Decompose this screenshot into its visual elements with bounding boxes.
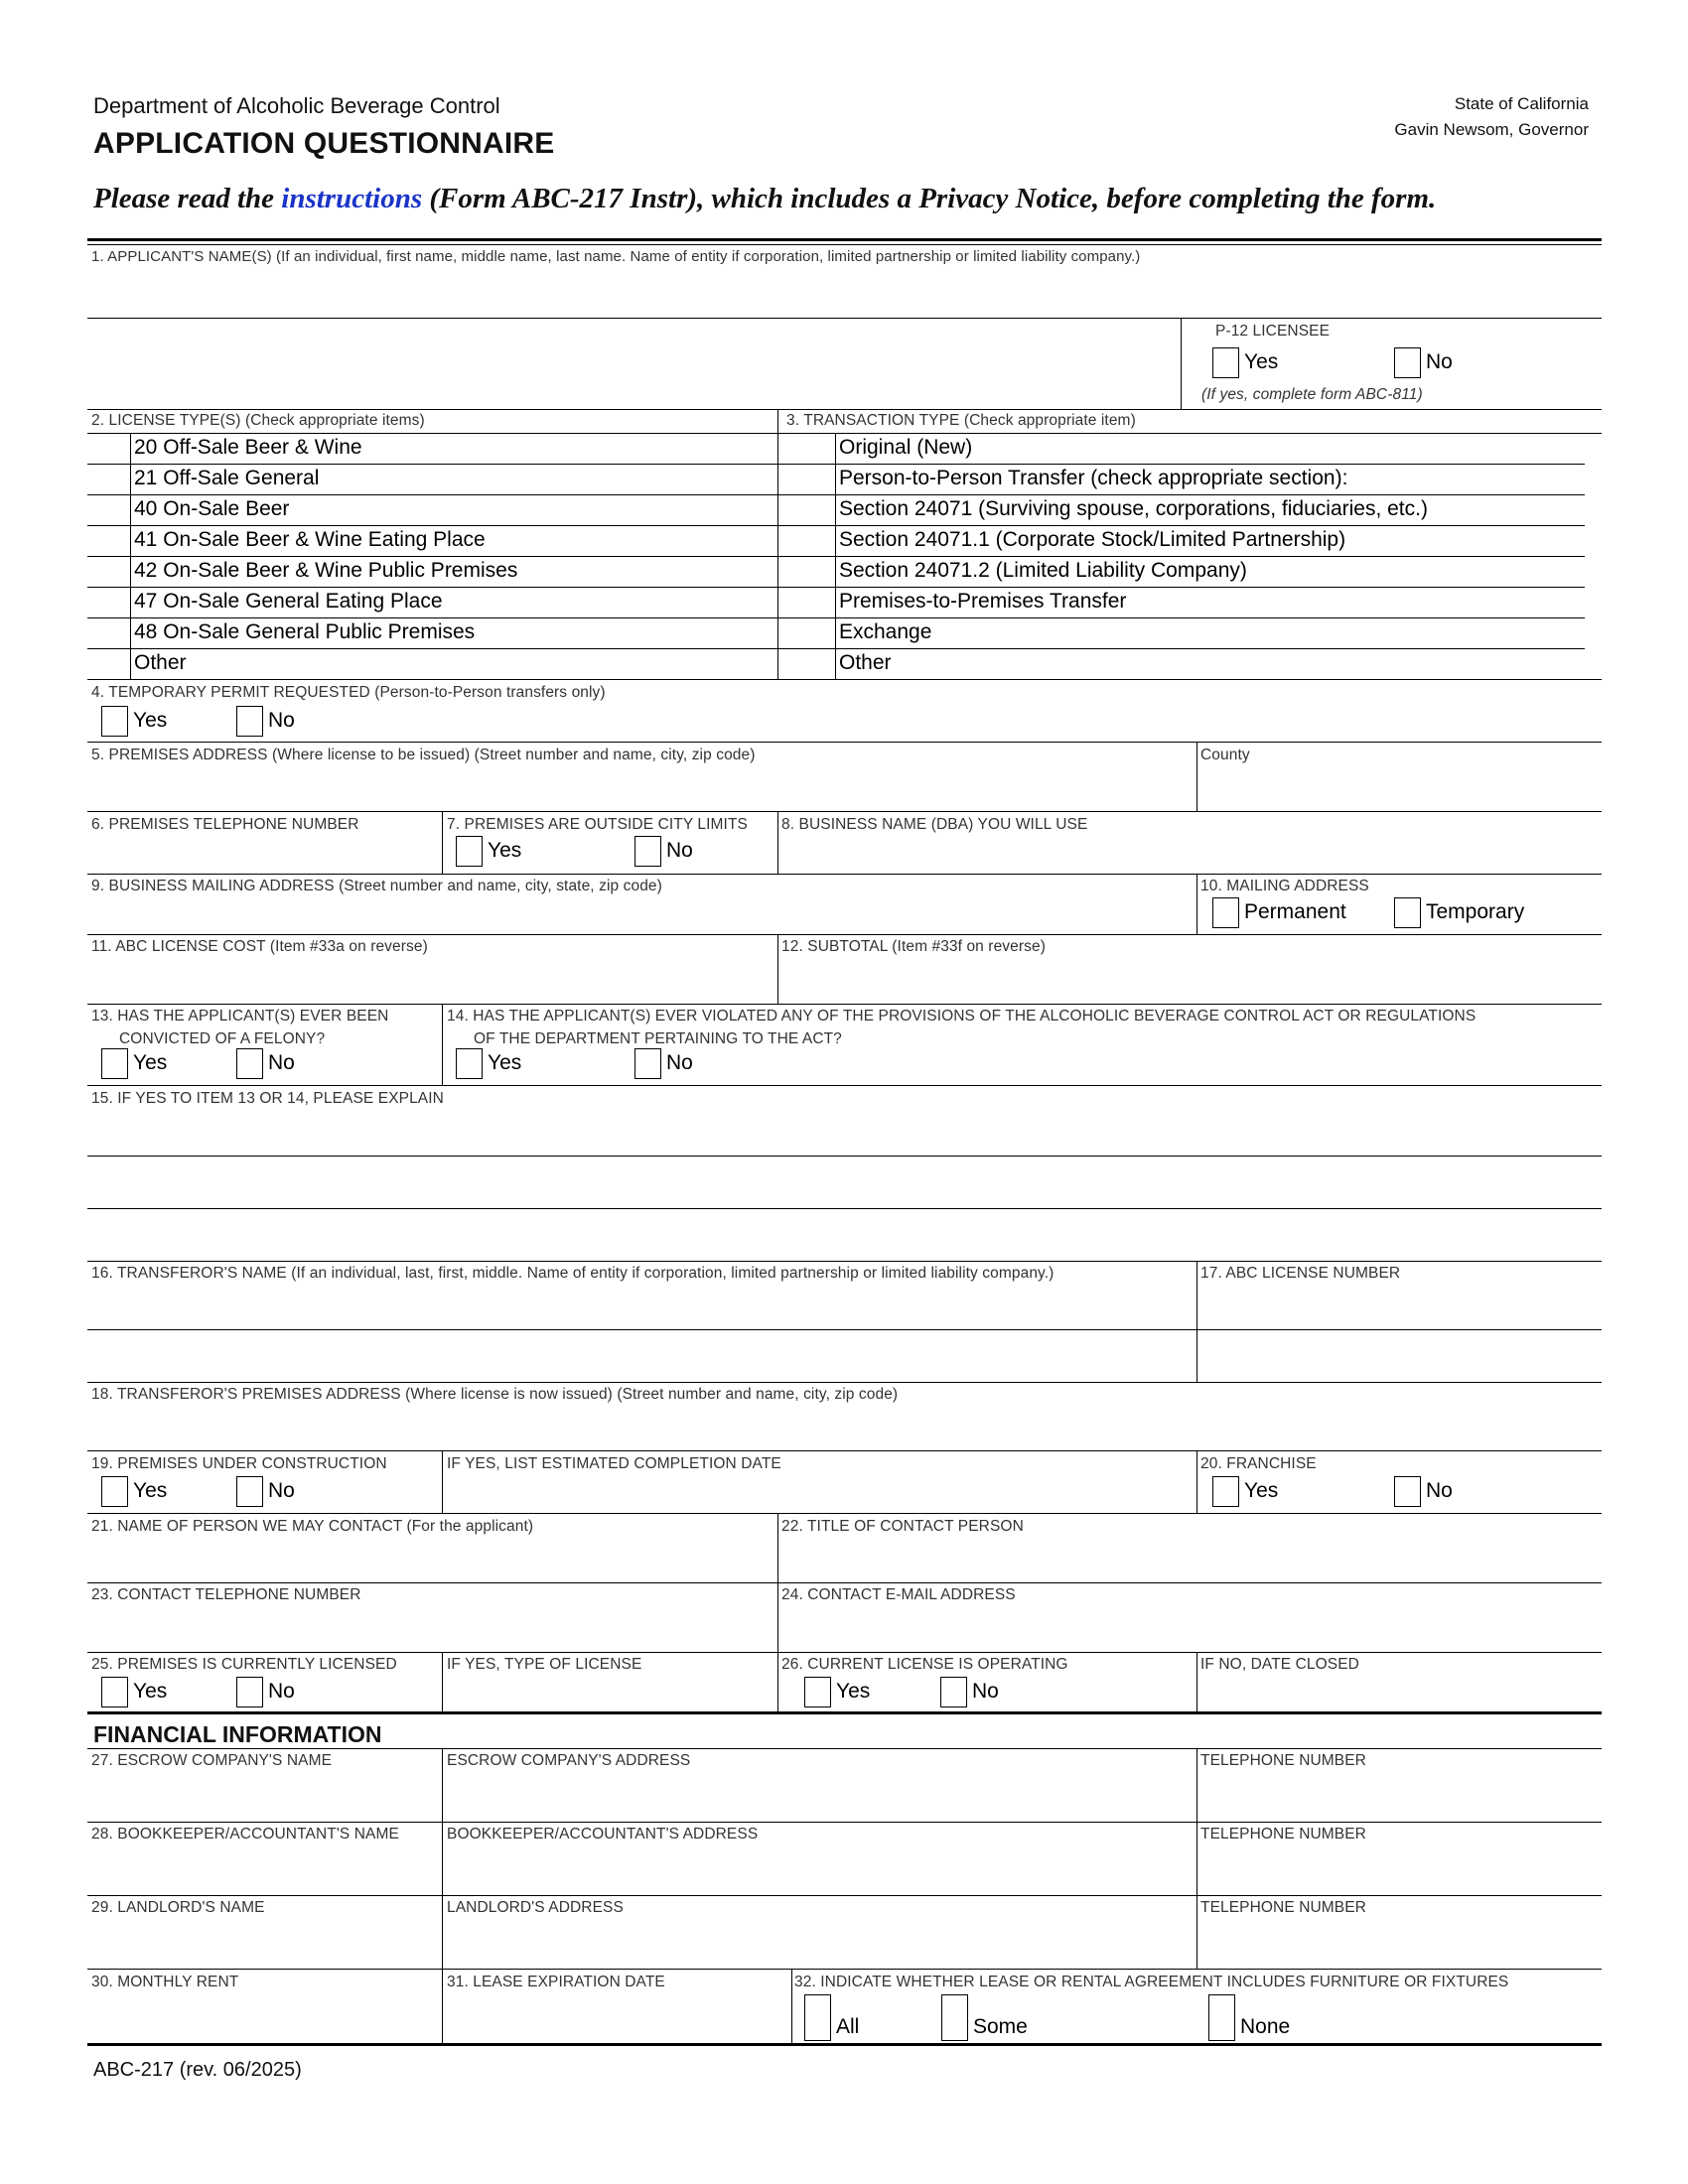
item5-label: 5. PREMISES ADDRESS (Where license to be issued) (Street number and name, city, zip code) [91,747,756,763]
p12-note: (If yes, complete form ABC-811) [1201,386,1423,403]
row-divider [778,648,1585,649]
monthly-rent-field[interactable] [87,1993,441,2043]
violation-yes-checkbox[interactable] [456,1048,483,1079]
divider [87,1156,1602,1157]
p12-no-label: No [1426,350,1453,373]
county-field[interactable] [1198,766,1602,810]
subtotal-field[interactable] [779,959,1602,1003]
state-header [1394,91,1589,143]
item26-label: 26. CURRENT LICENSE IS OPERATING [781,1656,1068,1673]
applicant-name-field-2[interactable] [87,320,1180,407]
transaction-check-original[interactable] [778,433,835,464]
felony-yes-label: Yes [133,1051,168,1074]
row-divider [87,556,777,557]
temp-permit-no-checkbox[interactable] [236,706,263,737]
transaction-type-list [778,433,1585,679]
license-type-label: IF YES, TYPE OF LICENSE [447,1656,642,1673]
instructions-pre: Please read the [93,183,282,214]
date-closed-label: IF NO, DATE CLOSED [1200,1656,1359,1673]
felony-yes-checkbox[interactable] [101,1048,128,1079]
item15-label: 15. IF YES TO ITEM 13 OR 14, PLEASE EXPLAIN [91,1090,444,1107]
franchise-yes-checkbox[interactable] [1212,1476,1239,1507]
divider [777,1652,778,1713]
divider [777,811,778,874]
divider [87,1895,1602,1896]
bookkeeper-name-field[interactable] [87,1845,441,1893]
license-option-42: 42 On-Sale Beer & Wine Public Premises [134,559,518,582]
license-option-21: 21 Off-Sale General [134,467,320,489]
divider [442,811,443,874]
violation-no-checkbox[interactable] [634,1048,661,1079]
row-divider [778,464,1585,465]
contact-email-field[interactable] [779,1606,1602,1650]
transaction-check-exchange[interactable] [778,617,835,648]
item29-label: 29. LANDLORD'S NAME [91,1899,265,1916]
item9-label: 9. BUSINESS MAILING ADDRESS (Street number and name, city, state, zip code) [91,878,662,894]
financial-heading: FINANCIAL INFORMATION [93,1721,382,1747]
p12-yes-checkbox[interactable] [1212,347,1239,378]
bookkeeper-phone-field[interactable] [1198,1845,1602,1893]
violation-yes-label: Yes [488,1051,522,1074]
divider [791,1969,792,2045]
p12-no-checkbox[interactable] [1394,347,1421,378]
divider [442,1822,443,1895]
divider [777,1582,778,1652]
currently-licensed-no-checkbox[interactable] [236,1677,263,1707]
divider [87,318,1602,319]
mailing-permanent-label: Permanent [1244,900,1346,923]
item27-label: 27. ESCROW COMPANY'S NAME [91,1752,333,1769]
lease-expiration-field[interactable] [444,1993,790,2043]
instructions-link[interactable]: instructions [281,183,423,214]
row-divider [778,525,1585,526]
temp-permit-yes-checkbox[interactable] [101,706,128,737]
item24-label: 24. CONTACT E-MAIL ADDRESS [781,1586,1016,1603]
divider [87,1208,1602,1209]
item1-label: 1. APPLICANT'S NAME(S) (If an individual, first name, middle name, last name. Name of entity if corporation, limited partnership or limited liability company.) [91,248,1141,265]
date-closed-field[interactable] [1198,1676,1602,1711]
header-rule [87,238,1602,241]
divider [777,934,778,1004]
divider [1196,1822,1197,1895]
bookkeeper-address-field[interactable] [444,1845,1196,1893]
landlord-address-field[interactable] [444,1919,1196,1967]
row-divider [778,494,1585,495]
license-check-20[interactable] [87,433,130,464]
divider [442,1969,443,2045]
license-option-47: 47 On-Sale General Eating Place [134,590,443,613]
escrow-phone-field[interactable] [1198,1772,1602,1820]
license-option-other: Other [134,651,187,674]
construction-yes-checkbox[interactable] [101,1476,128,1507]
state-name: State of California [1454,94,1589,113]
mailing-permanent-checkbox[interactable] [1212,897,1239,928]
item7-label: 7. PREMISES ARE OUTSIDE CITY LIMITS [447,816,748,833]
item4-label: 4. TEMPORARY PERMIT REQUESTED (Person-to-Person transfers only) [91,684,606,701]
currently-licensed-yes-label: Yes [133,1680,168,1703]
divider [87,1513,1602,1514]
item16-label: 16. TRANSFEROR'S NAME (If an individual, last, first, middle. Name of entity if corporation, limited partnership or limited liability company.) [91,1265,1055,1282]
item18-label: 18. TRANSFEROR'S PREMISES ADDRESS (Where license is now issued) (Street number and name, city, zip code) [91,1386,899,1403]
divider [777,1513,778,1582]
mailing-address-field[interactable] [87,897,1196,933]
item8-label: 8. BUSINESS NAME (DBA) YOU WILL USE [781,816,1088,833]
divider [1196,874,1197,934]
furniture-none-checkbox[interactable] [1208,1994,1235,2041]
transaction-option-p2p-premises: Premises-to-Premises Transfer [839,590,1127,613]
transferor-address-field[interactable] [87,1406,1602,1449]
felony-no-label: No [268,1051,295,1074]
divider [1181,318,1182,409]
divider [1196,1261,1197,1382]
divider [87,1261,1602,1262]
header-rule-thin [87,244,1602,245]
instructions-notice [93,183,1436,215]
p12-yes-label: Yes [1244,350,1279,373]
form-id: ABC-217 (rev. 06/2025) [93,2059,302,2081]
item13-line2: CONVICTED OF A FELONY? [119,1030,326,1047]
county-label: County [1200,747,1250,763]
item28-label: 28. BOOKKEEPER/ACCOUNTANT'S NAME [91,1826,399,1843]
temp-permit-yes-label: Yes [133,709,168,732]
license-check-47[interactable] [87,587,130,617]
item14-line2: OF THE DEPARTMENT PERTAINING TO THE ACT? [474,1030,842,1047]
license-option-41: 41 On-Sale Beer & Wine Eating Place [134,528,486,551]
operating-yes-label: Yes [836,1680,871,1703]
escrow-address-label: ESCROW COMPANY'S ADDRESS [447,1752,691,1769]
transferor-name-field-2[interactable] [87,1331,1196,1381]
divider [1196,742,1197,811]
license-check-42[interactable] [87,556,130,587]
row-divider [87,494,777,495]
applicant-name-field[interactable] [87,270,1602,318]
transaction-option-original: Original (New) [839,436,973,459]
row-divider [87,617,777,618]
license-cost-field[interactable] [87,959,776,1003]
item11-label: 11. ABC LICENSE COST (Item #33a on reverse) [91,938,428,955]
row-divider [778,617,1585,618]
divider [87,742,1602,743]
form-title: APPLICATION QUESTIONNAIRE [93,127,555,160]
license-check-21[interactable] [87,464,130,494]
license-option-20: 20 Off-Sale Beer & Wine [134,436,362,459]
explain-field-3[interactable] [87,1210,1602,1260]
divider [87,1004,1602,1005]
landlord-phone-label: TELEPHONE NUMBER [1200,1899,1366,1916]
construction-no-checkbox[interactable] [236,1476,263,1507]
violation-no-label: No [666,1051,693,1074]
divider [442,1004,443,1085]
license-option-48: 48 On-Sale General Public Premises [134,620,476,643]
transferor-name-field[interactable] [87,1285,1196,1328]
divider [87,934,1602,935]
bottom-rule [87,2043,1602,2046]
transaction-option-24071-2: Section 24071.2 (Limited Liability Company) [839,559,1247,582]
transaction-check-24071[interactable] [778,494,835,525]
item6-label: 6. PREMISES TELEPHONE NUMBER [91,816,359,833]
divider [87,409,1602,410]
construction-yes-label: Yes [133,1479,168,1502]
premises-phone-field[interactable] [87,836,441,872]
item14-line1: 14. HAS THE APPLICANT(S) EVER VIOLATED ANY OF THE PROVISIONS OF THE ALCOHOLIC BEVERAGE CONTROL ACT OR REGULATIONS [447,1008,1477,1024]
item32-label: 32. INDICATE WHETHER LEASE OR RENTAL AGREEMENT INCLUDES FURNITURE OR FIXTURES [794,1974,1509,1990]
mailing-temporary-label: Temporary [1426,900,1525,923]
row-divider [778,556,1585,557]
item30-label: 30. MONTHLY RENT [91,1974,239,1990]
divider [442,1895,443,1969]
item17-label: 17. ABC LICENSE NUMBER [1200,1265,1401,1282]
item2-label: 2. LICENSE TYPE(S) (Check appropriate items) [91,412,425,429]
bookkeeper-phone-label: TELEPHONE NUMBER [1200,1826,1366,1843]
instructions-post: (Form ABC-217 Instr), which includes a Privacy Notice, before completing the form. [422,183,1437,214]
governor-name: Gavin Newsom, Governor [1394,120,1589,139]
divider [442,1652,443,1713]
operating-no-checkbox[interactable] [940,1677,967,1707]
construction-no-label: No [268,1479,295,1502]
divider [87,1822,1602,1823]
divider [1196,1895,1197,1969]
outside-city-no-checkbox[interactable] [634,836,661,867]
item20-label: 20. FRANCHISE [1200,1455,1317,1472]
divider [1196,1748,1197,1822]
franchise-no-checkbox[interactable] [1394,1476,1421,1507]
transaction-option-p2p: Person-to-Person Transfer (check appropriate section): [839,467,1348,489]
operating-yes-checkbox[interactable] [804,1677,831,1707]
divider [87,1382,1602,1383]
item10-label: 10. MAILING ADDRESS [1200,878,1369,894]
temp-permit-no-label: No [268,709,295,732]
item3-label: 3. TRANSACTION TYPE (Check appropriate item) [786,412,1136,429]
p12-label: P-12 LICENSEE [1215,323,1331,340]
furniture-all-checkbox[interactable] [804,1994,831,2041]
contact-phone-field[interactable] [87,1606,776,1650]
item22-label: 22. TITLE OF CONTACT PERSON [781,1518,1024,1535]
abc-license-number-field[interactable] [1198,1285,1602,1328]
divider [87,1329,1602,1330]
transaction-check-24071-1[interactable] [778,525,835,556]
divider [87,1582,1602,1583]
divider [442,1748,443,1822]
outside-city-no-label: No [666,839,693,862]
operating-no-label: No [972,1680,999,1703]
currently-licensed-no-label: No [268,1680,295,1703]
explain-field-1[interactable] [87,1110,1602,1156]
divider [87,1085,1602,1086]
license-check-41[interactable] [87,525,130,556]
outside-city-yes-checkbox[interactable] [456,836,483,867]
contact-title-field[interactable] [779,1538,1602,1581]
divider [87,1450,1602,1451]
item23-label: 23. CONTACT TELEPHONE NUMBER [91,1586,361,1603]
divider [87,874,1602,875]
landlord-address-label: LANDLORD'S ADDRESS [447,1899,624,1916]
divider [442,1450,443,1513]
license-check-other[interactable] [87,648,130,679]
divider [87,679,1602,680]
divider [87,1652,1602,1653]
transaction-option-24071: Section 24071 (Surviving spouse, corporations, fiduciaries, etc.) [839,497,1428,520]
escrow-phone-label: TELEPHONE NUMBER [1200,1752,1366,1769]
landlord-name-field[interactable] [87,1919,441,1967]
transaction-check-p2p[interactable] [778,464,835,494]
business-name-field[interactable] [779,836,1602,872]
transaction-option-24071-1: Section 24071.1 (Corporate Stock/Limited Partnership) [839,528,1346,551]
explain-field-2[interactable] [87,1158,1602,1207]
abc-license-number-field-2[interactable] [1198,1331,1602,1381]
furniture-some-checkbox[interactable] [941,1994,968,2041]
currently-licensed-yes-checkbox[interactable] [101,1677,128,1707]
divider [1196,1652,1197,1713]
item31-label: 31. LEASE EXPIRATION DATE [447,1974,665,1990]
furniture-all-label: All [836,2015,860,2038]
section-rule [87,1711,1602,1714]
franchise-no-label: No [1426,1479,1453,1502]
contact-name-field[interactable] [87,1538,776,1581]
row-divider [87,648,777,649]
escrow-address-field[interactable] [444,1772,1196,1820]
premises-address-field[interactable] [87,766,1196,810]
transaction-option-other: Other [839,651,892,674]
row-divider [87,464,777,465]
item19-label: 19. PREMISES UNDER CONSTRUCTION [91,1455,387,1472]
item25-label: 25. PREMISES IS CURRENTLY LICENSED [91,1656,397,1673]
row-divider [87,587,777,588]
row-divider [778,587,1585,588]
transaction-check-other[interactable] [778,648,835,679]
transaction-check-24071-2[interactable] [778,556,835,587]
felony-no-checkbox[interactable] [236,1048,263,1079]
landlord-phone-field[interactable] [1198,1919,1602,1967]
department-name: Department of Alcoholic Beverage Control [93,93,500,118]
divider [87,1969,1602,1970]
transaction-option-exchange: Exchange [839,620,932,643]
mailing-temporary-checkbox[interactable] [1394,897,1421,928]
current-license-type-field[interactable] [444,1676,776,1711]
item21-label: 21. NAME OF PERSON WE MAY CONTACT (For the applicant) [91,1518,534,1535]
transaction-check-p2p-premises[interactable] [778,587,835,617]
license-check-40[interactable] [87,494,130,525]
outside-city-yes-label: Yes [488,839,522,862]
divider [1196,1450,1197,1513]
row-divider [87,525,777,526]
bookkeeper-address-label: BOOKKEEPER/ACCOUNTANT'S ADDRESS [447,1826,759,1843]
item13-line1: 13. HAS THE APPLICANT(S) EVER BEEN [91,1008,389,1024]
furniture-some-label: Some [973,2015,1028,2038]
franchise-yes-label: Yes [1244,1479,1279,1502]
completion-date-field[interactable] [444,1475,1196,1511]
license-check-48[interactable] [87,617,130,648]
item12-label: 12. SUBTOTAL (Item #33f on reverse) [781,938,1046,955]
furniture-none-label: None [1240,2015,1291,2038]
license-type-list [87,433,777,679]
divider [87,811,1602,812]
completion-date-label: IF YES, LIST ESTIMATED COMPLETION DATE [447,1455,781,1472]
divider [87,1748,1602,1749]
license-option-40: 40 On-Sale Beer [134,497,290,520]
escrow-name-field[interactable] [87,1772,441,1820]
